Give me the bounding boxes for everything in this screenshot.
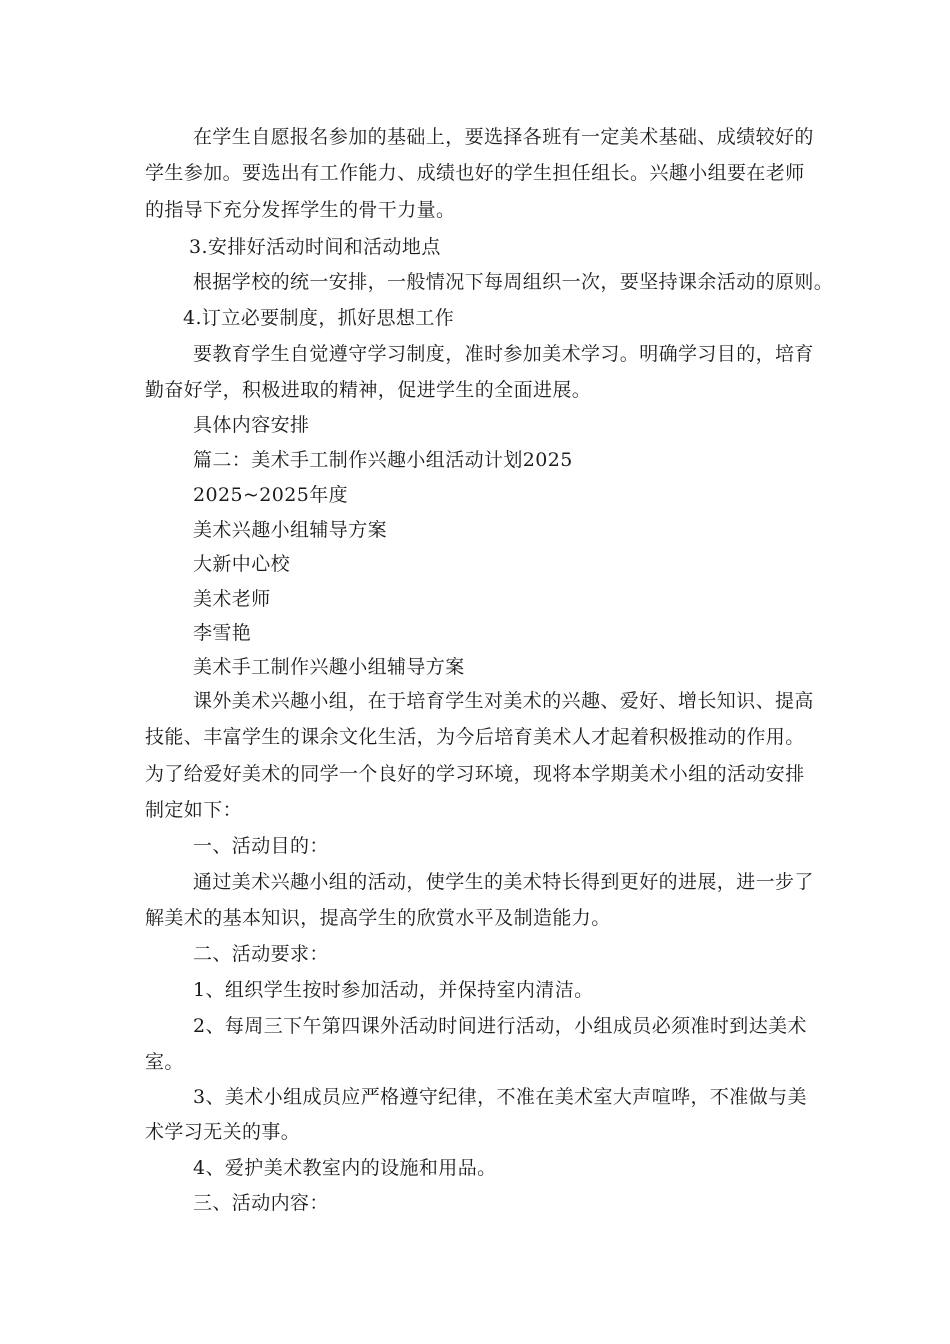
- plan-title: 美术兴趣小组辅导方案: [193, 519, 388, 541]
- list-item: 3、美术小组成员应严格遵守纪律，不准在美术室大声喧哗，不准做与美: [193, 1086, 807, 1108]
- body-text-line: 制定如下：: [145, 799, 243, 821]
- body-text-line: 解美术的基本知识，提高学生的欣赏水平及制造能力。: [145, 907, 611, 929]
- article-title: 篇二：美术手工制作兴趣小组活动计划2025: [193, 449, 573, 471]
- list-item: 4、爱护美术教室内的设施和用品。: [193, 1157, 497, 1179]
- author-name: 李雪艳: [193, 622, 252, 644]
- body-text-line: 在学生自愿报名参加的基础上，要选择各班有一定美术基础、成绩较好的: [193, 126, 814, 148]
- body-text-line: 通过美术兴趣小组的活动，使学生的美术特长得到更好的进展，进一步了: [193, 871, 814, 893]
- body-text-line: 课外美术兴趣小组，在于培育学生对美术的兴趣、爱好、增长知识、提高: [193, 690, 814, 712]
- body-text-line: 为了给爱好美术的同学一个良好的学习环境，现将本学期美术小组的活动安排: [145, 763, 805, 785]
- school-year: 2025~2025年度: [193, 484, 349, 506]
- section-heading: 二、活动要求：: [193, 943, 329, 965]
- list-item-continuation: 术学习无关的事。: [145, 1121, 301, 1143]
- list-item-continuation: 室。: [145, 1051, 184, 1073]
- body-text-line: 勤奋好学，积极进取的精神，促进学生的全面进展。: [145, 379, 592, 401]
- section-heading: 三、活动内容：: [193, 1192, 329, 1214]
- section-heading: 3.安排好活动时间和活动地点: [189, 236, 441, 258]
- body-text-line: 学生参加。要选出有工作能力、成绩也好的学生担任组长。兴趣小组要在老师: [145, 162, 805, 184]
- section-heading: 4.订立必要制度，抓好思想工作: [183, 307, 455, 329]
- section-heading: 一、活动目的：: [193, 835, 329, 857]
- list-item: 2、每周三下午第四课外活动时间进行活动，小组成员必须准时到达美术: [193, 1015, 807, 1037]
- body-text-line: 的指导下充分发挥学生的骨干力量。: [145, 199, 456, 221]
- author-role: 美术老师: [193, 588, 271, 610]
- body-text-line: 根据学校的统一安排，一般情况下每周组织一次，要坚持课余活动的原则。: [193, 271, 834, 293]
- school-name: 大新中心校: [193, 553, 291, 575]
- body-text-line: 要教育学生自觉遵守学习制度，准时参加美术学习。明确学习目的，培育: [193, 343, 814, 365]
- body-text-line: 具体内容安排: [193, 414, 310, 436]
- plan-subtitle: 美术手工制作兴趣小组辅导方案: [193, 656, 465, 678]
- list-item: 1、组织学生按时参加活动，并保持室内清洁。: [193, 979, 594, 1001]
- body-text-line: 技能、丰富学生的课余文化生活，为今后培育美术人才起着积极推动的作用。: [145, 726, 805, 748]
